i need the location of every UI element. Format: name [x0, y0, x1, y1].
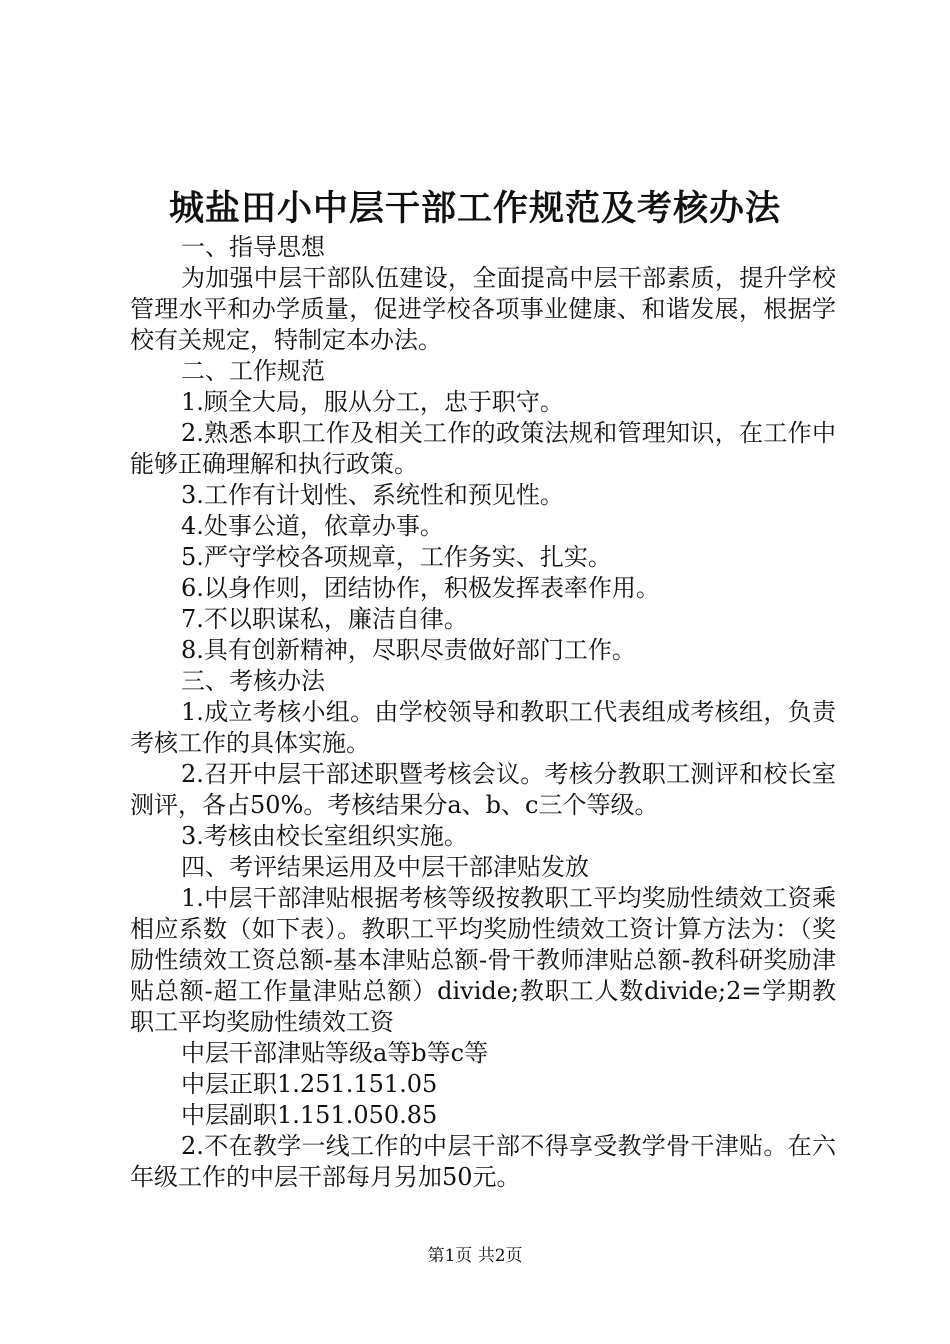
document-title: 城盐田小中层干部工作规范及考核办法 — [168, 188, 781, 229]
list-item: 1.中层干部津贴根据考核等级按教职工平均奖励性绩效工资乘相应系数（如下表）。教职工平均奖励性绩效工资计算方法为：（奖励性绩效工资总额-基本津贴总额-骨干教师津贴总额-教科研奖励津贴总额-超工作量津贴总额）divide;教职工人数divide;2=学期教职工平均奖励性绩效工资 — [130, 884, 836, 1036]
allowance-table-row: 中层正职1.251.151.05 — [181, 1070, 438, 1098]
list-item: 1.成立考核小组。由学校领导和教职工代表组成考核组，负责考核工作的具体实施。 — [130, 698, 836, 757]
section-heading: 四、考评结果运用及中层干部津贴发放 — [181, 853, 589, 881]
list-item: 6.以身作则，团结协作，积极发挥表率作用。 — [181, 574, 660, 602]
list-item: 2.不在教学一线工作的中层干部不得享受教学骨干津贴。在六年级工作的中层干部每月另加50元。 — [130, 1132, 836, 1191]
list-item: 2.熟悉本职工作及相关工作的政策法规和管理知识，在工作中能够正确理解和执行政策。 — [130, 419, 836, 478]
list-item: 3.工作有计划性、系统性和预见性。 — [181, 481, 564, 509]
section-heading: 二、工作规范 — [181, 357, 325, 385]
section-heading: 三、考核办法 — [181, 667, 325, 695]
body-paragraph: 为加强中层干部队伍建设，全面提高中层干部素质，提升学校管理水平和办学质量，促进学校各项事业健康、和谐发展，根据学校有关规定，特制定本办法。 — [130, 264, 836, 354]
list-item: 8.具有创新精神，尽职尽责做好部门工作。 — [181, 636, 636, 664]
allowance-table-row: 中层副职1.151.050.85 — [181, 1101, 438, 1129]
list-item: 3.考核由校长室组织实施。 — [181, 822, 468, 850]
list-item: 4.处事公道，依章办事。 — [181, 512, 444, 540]
list-item: 7.不以职谋私，廉洁自律。 — [181, 605, 468, 633]
allowance-table-header: 中层干部津贴等级a等b等c等 — [181, 1039, 489, 1067]
section-heading: 一、指导思想 — [181, 233, 325, 261]
page-footer: 第1页 共2页 — [427, 1246, 523, 1266]
document-body — [130, 232, 836, 1193]
list-item: 5.严守学校各项规章，工作务实、扎实。 — [181, 543, 612, 571]
list-item: 1.顾全大局，服从分工，忠于职守。 — [181, 388, 564, 416]
list-item: 2.召开中层干部述职暨考核会议。考核分教职工测评和校长室测评，各占50%。考核结果分a、b、c三个等级。 — [130, 760, 836, 819]
